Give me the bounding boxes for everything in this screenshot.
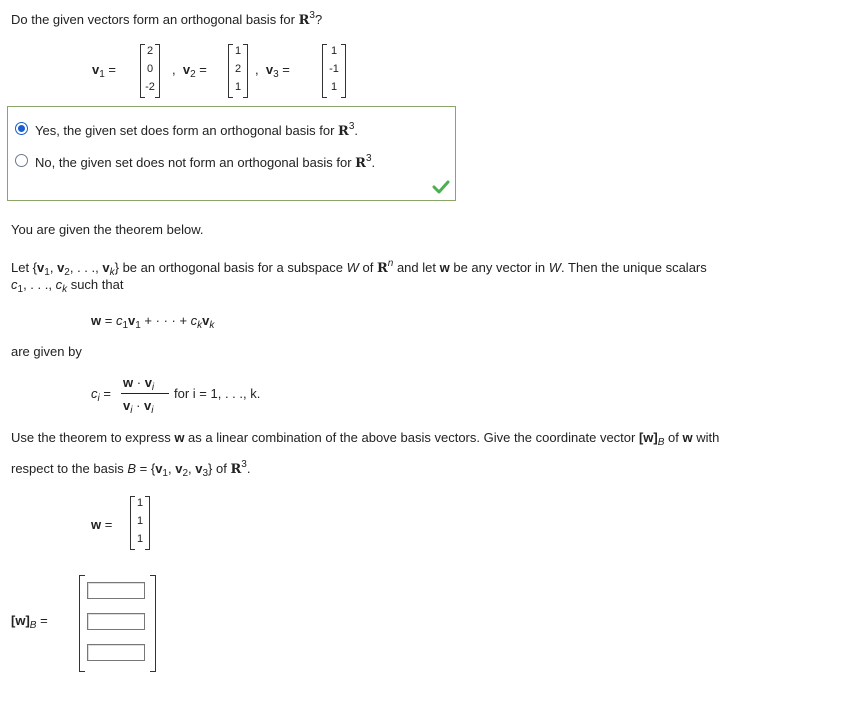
theorem-line2: $c_1$, . . ., $c_k$ such that bbox=[11, 277, 124, 295]
theorem-intro: You are given the theorem below. bbox=[11, 222, 204, 237]
option-no[interactable]: No, the given set does not form an orthogonal basis for $R^3$. bbox=[15, 153, 445, 169]
option-yes[interactable]: Yes, the given set does form an orthogonal basis for $R^3$. bbox=[15, 121, 435, 137]
task-line1: Use the theorem to express w as a linear combination of the above basis vectors. Give the coordinate vector $[w]_B$ of w with bbox=[11, 430, 720, 448]
linear-combination-equation: $w = c_1v_1$ + · · · + $c_kv_k$ bbox=[91, 313, 215, 331]
w-label: w = bbox=[91, 517, 113, 532]
answer-input-2[interactable] bbox=[87, 613, 145, 630]
task-line2: respect to the basis $B = \{v_1$, $v_2$, $v_3$} of $R^3$. bbox=[11, 459, 251, 479]
radio-no[interactable] bbox=[15, 154, 28, 167]
fraction-denominator: $v_i \cdot v_i$ bbox=[123, 398, 154, 416]
given-by-text: are given by bbox=[11, 344, 82, 359]
v3-label: , $v_3$ = bbox=[255, 62, 290, 80]
w-vector: 1 1 1 bbox=[130, 496, 150, 550]
fraction-numerator: $w \cdot v_i$ bbox=[123, 375, 155, 393]
answer-left-bracket bbox=[79, 575, 85, 672]
index-range: for i = 1, . . ., k. bbox=[174, 386, 261, 401]
v2-label: , $v_2$ = bbox=[172, 62, 207, 80]
answer-label: $[w]_B$ = bbox=[11, 613, 48, 631]
v2-vector: 1 2 1 bbox=[228, 44, 248, 98]
v3-vector: 1 -1 1 bbox=[322, 44, 346, 98]
v1-label: $v_1$ = bbox=[92, 62, 117, 80]
ci-label: $c_i$ = bbox=[91, 386, 111, 404]
answer-input-1[interactable] bbox=[87, 582, 145, 599]
answer-input-3[interactable] bbox=[87, 644, 145, 661]
v1-vector: 2 0 -2 bbox=[140, 44, 160, 98]
radio-yes[interactable] bbox=[15, 122, 28, 135]
question-text: Do the given vectors form an orthogonal basis for $R^3$? bbox=[11, 10, 323, 28]
theorem-line1: Let {$v_1$, $v_2$, . . ., $v_k$} be an orthogonal basis for a subspace W of $R^n$ and let w be any vector in W. Then the unique scalars bbox=[11, 258, 707, 278]
correct-check-icon bbox=[432, 180, 450, 194]
answer-right-bracket bbox=[150, 575, 156, 672]
fraction-bar bbox=[121, 393, 169, 394]
